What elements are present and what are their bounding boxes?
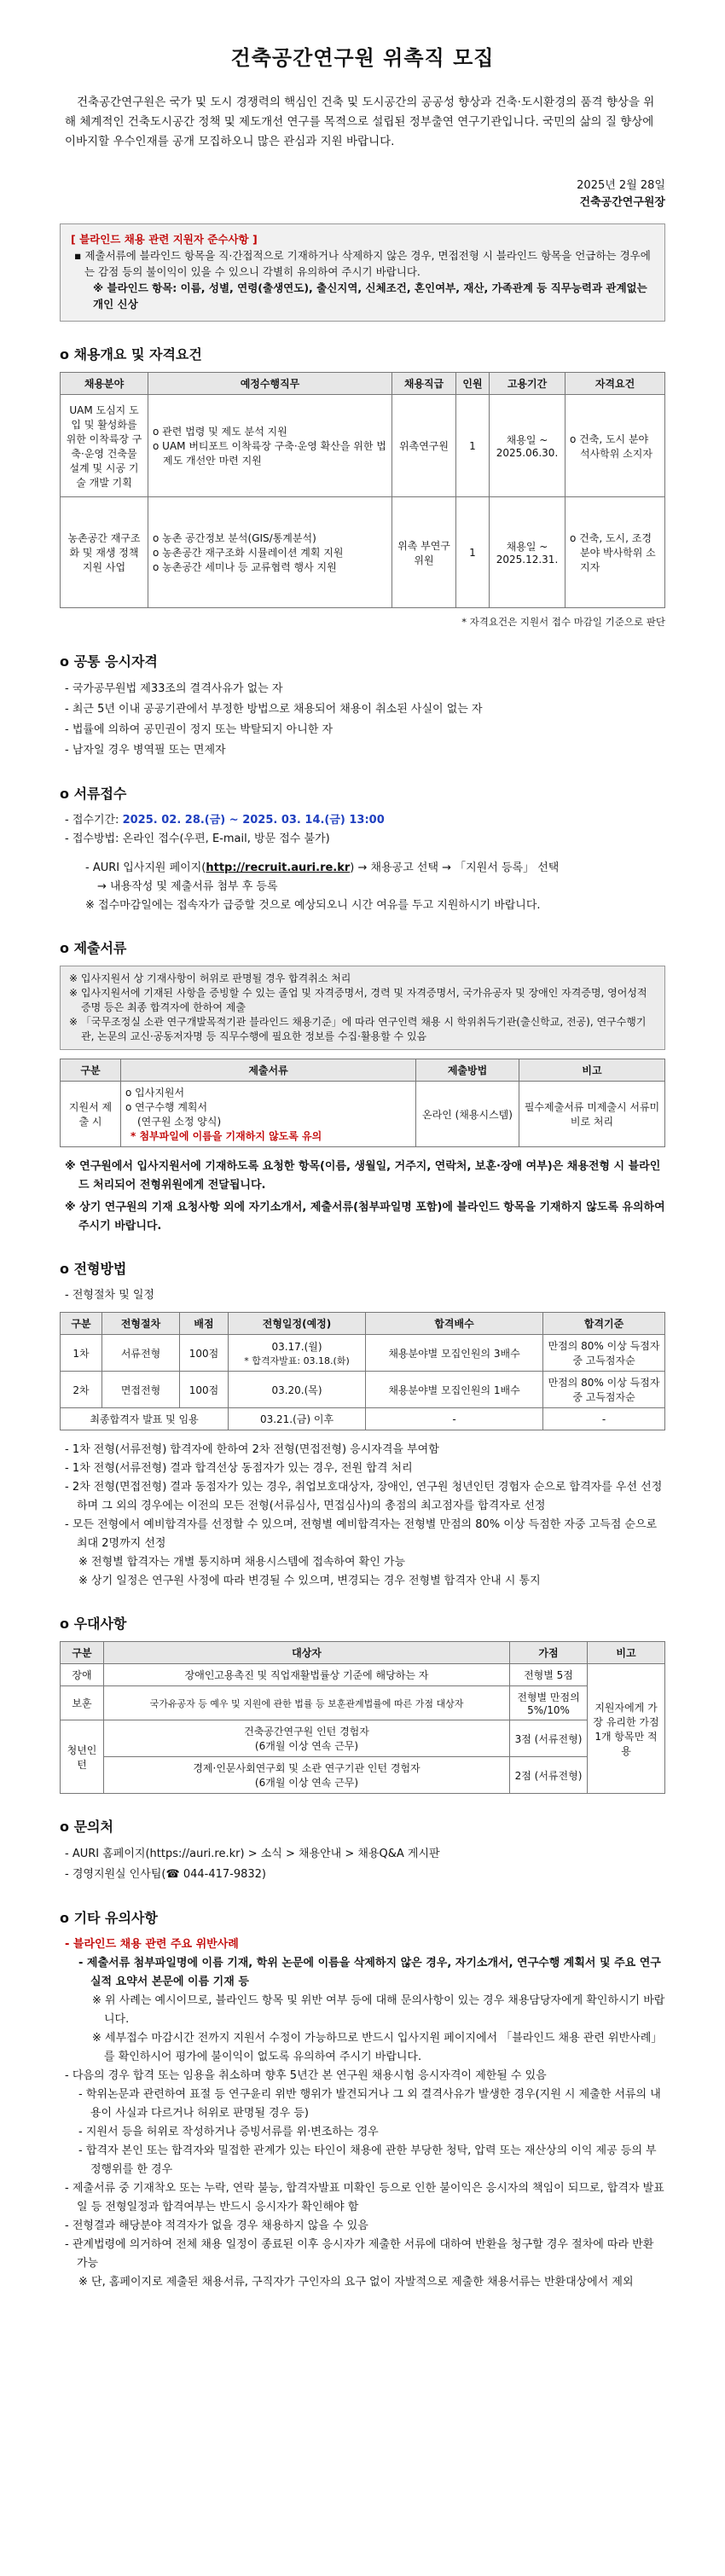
section-title-application: o 서류접수	[60, 786, 127, 802]
apply-step-text: - AURI 입사지원 페이지(	[85, 862, 206, 874]
documents-notice-box	[60, 966, 665, 1050]
section-title-common-eligibility: o 공통 응시자격	[60, 653, 158, 670]
duty-item: o 관련 법령 및 제도 분석 지원	[153, 426, 287, 438]
col-header-field: 채용분야	[61, 373, 148, 395]
col-header-target: 대상자	[104, 1642, 510, 1664]
intro-paragraph: 건축공간연구원은 국가 및 도시 경쟁력의 핵심인 건축 및 도시공간의 공공성 향상과 건축·도시환경의 품격 향상을 위해 체계적인 건축도시공간 정책 및 제도개선 연구를 목적으로 설립된 정부출연 연구기관입니다. 국민의 삶의 질 향상에 이바지할 우수인재를 공개 모집하오니 많은 관심과 지원 바랍니다.	[65, 96, 655, 148]
section-title-selection: o 전형방법	[60, 1261, 127, 1277]
cell-procedure: 면접전형	[102, 1372, 180, 1408]
cell-target	[104, 1757, 510, 1794]
sub-list-item: - 지원서 등을 허위로 작성하거나 증빙서류를 위·변조하는 경우	[78, 2126, 379, 2138]
cell-period: 채용일 ~ 2025.06.30.	[490, 395, 566, 497]
col-header-procedure: 전형절차	[102, 1313, 180, 1335]
section-title-contact: o 문의처	[60, 1819, 113, 1835]
cell-criteria: -	[543, 1408, 665, 1430]
violation-note: ※ 위 사례는 예시이므로, 블라인드 항목 및 위반 여부 등에 대해 문의사항이 있는 경우 채용담당자에게 확인하시기 바랍니다.	[92, 1994, 665, 2026]
cell-qualification	[566, 497, 665, 608]
eligibility-list	[65, 679, 665, 761]
cell-count: 1	[456, 395, 490, 497]
contact-homepage[interactable]: - AURI 홈페이지(https://auri.re.kr) > 소식 > 채용안내 > 채용Q&A 게시판	[65, 1848, 440, 1860]
target-line: (6개월 이상 연속 근무)	[254, 1740, 359, 1752]
cell-multiple: 채용분야별 모집인원의 3배수	[366, 1335, 543, 1372]
sub-list-item: - 학위논문과 관련하여 표절 등 연구윤리 위반 행위가 발견되거나 그 외 결격사유가 발생한 경우(지원 시 제출한 서류의 내용이 사실과 다르거나 허위로 판명될 경우 등)	[78, 2088, 661, 2120]
col-header-points: 가점	[510, 1642, 588, 1664]
table-row	[61, 1686, 665, 1720]
list-item: - 1차 전형(서류전형) 결과 합격선상 동점자가 있는 경우, 전원 합격 처리	[65, 1462, 413, 1475]
date-block	[60, 177, 665, 212]
blind-hiring-notice-box	[60, 223, 665, 322]
notice-line-2: ※ 블라인드 항목: 이름, 성별, 연령(출생연도), 출신지역, 신체조건, 혼인여부, 재산, 가족관계 등 직무능력과 관계없는 개인 신상	[93, 281, 647, 310]
list-item: - 제출서류 중 기재착오 또는 누락, 연락 불능, 합격자발표 미확인 등으로 인한 불이익은 응시자의 책임이 되므로, 합격자 발표일 등 전형일정과 합격여부는 반드시 응시자가 확인해야 함	[65, 2182, 664, 2213]
col-header-schedule: 전형일정(예정)	[229, 1313, 366, 1335]
blind-note-1: ※ 연구원에서 입사지원서에 기재하도록 요청한 항목(이름, 생월일, 거주지, 연락처, 보훈·장애 여부)은 채용전형 시 블라인드 처리되어 전형위원에게 전달됩니다.	[65, 1160, 661, 1192]
table-row	[61, 1372, 665, 1408]
cell-target: 국가유공자 등 예우 및 지원에 관한 법률 등 보훈관계법률에 따른 가점 대상자	[104, 1686, 510, 1720]
cell-category: 보훈	[61, 1686, 104, 1720]
cell-schedule: 03.20.(목)	[229, 1372, 366, 1408]
col-header-remark: 비고	[588, 1642, 665, 1664]
preference-table	[60, 1641, 665, 1794]
cell-target	[104, 1720, 510, 1757]
table-row	[61, 497, 665, 608]
apply-step-continued: → 내용작성 및 제출서류 첨부 후 등록	[97, 880, 278, 893]
period-value: 2025. 02. 28.(금) ~ 2025. 03. 14.(금) 13:00	[122, 814, 385, 827]
list-item: - 2차 전형(면접전형) 결과 동점자가 있는 경우, 취업보호대상자, 장애인, 연구원 청년인턴 경험자 순으로 합격자를 우선 선정하며 그 외의 경우에는 이전의 모든 전형(서류심사, 면접심사)의 총점의 최고점자를 합격자로 선정	[65, 1481, 663, 1512]
list-item: - 다음의 경우 합격 또는 임용을 취소하며 향후 5년간 본 연구원 채용시험 응시자격이 제한될 수 있음	[65, 2069, 547, 2082]
cell-category: 지원서 제출 시	[61, 1082, 121, 1147]
col-header-score: 배점	[180, 1313, 229, 1335]
table-row	[61, 1335, 665, 1372]
cell-multiple: -	[366, 1408, 543, 1430]
qualification-item: o 건축, 도시 분야 석사학위 소지자	[570, 432, 652, 460]
application-method: - 접수방법: 온라인 접수(우편, E-mail, 방문 접수 불가)	[65, 833, 330, 845]
cell-remark: 지원자에게 가장 유리한 가점 1개 항목만 적용	[588, 1664, 665, 1794]
col-header-criteria: 합격기준	[543, 1313, 665, 1335]
target-line: 건축공간연구원 인턴 경험자	[244, 1726, 369, 1738]
cell-remark: 필수제출서류 미제출시 서류미비로 처리	[519, 1082, 665, 1147]
duty-item: o 농촌공간 재구조화 시뮬레이션 계획 지원	[153, 547, 344, 559]
documents-notice-line: ※ 입사지원서 상 기재사항이 허위로 판명될 경우 합격취소 처리	[69, 972, 351, 984]
cell-final-stage: 최종합격자 발표 및 임용	[61, 1408, 229, 1430]
blind-note-2: ※ 상기 연구원의 기재 요청사항 외에 자기소개서, 제출서류(첨부파일명 포함)에 블라인드 항목을 기재하지 않도록 유의하여 주시기 바랍니다.	[65, 1201, 665, 1233]
col-header-category: 구분	[61, 1642, 104, 1664]
table-row	[61, 1720, 665, 1757]
col-header-category: 구분	[61, 1059, 121, 1082]
table-row	[61, 1082, 665, 1147]
cell-schedule: 03.21.(금) 이후	[229, 1408, 366, 1430]
documents-table	[60, 1059, 665, 1147]
recruit-link[interactable]: http://recruit.auri.re.kr	[206, 862, 351, 874]
apply-step-text: ) → 채용공고 선택 → 「지원서 등록」 선택	[350, 862, 560, 874]
cell-grade: 위촉 부연구위원	[392, 497, 456, 608]
cell-period: 채용일 ~ 2025.12.31.	[490, 497, 566, 608]
cell-target: 장애인고용촉진 및 직업재활법률상 기준에 해당하는 자	[104, 1664, 510, 1686]
qualification-item: o 건축, 도시, 조경 분야 박사학위 소지자	[570, 532, 656, 573]
auri-apply-steps	[85, 859, 665, 878]
qualification-note: * 자격요건은 지원서 접수 마감일 기준으로 판단	[461, 616, 665, 628]
period-label: - 접수기간:	[65, 814, 123, 827]
col-header-qualification: 자격요건	[566, 373, 665, 395]
selection-subtitle: - 전형절차 및 일정	[65, 1289, 154, 1302]
list-item: - 모든 전형에서 예비합격자를 선정할 수 있으며, 전형별 예비합격자는 전형별 만점의 80% 이상 득점한 자중 고득점 순으로 최대 2명까지 선정	[65, 1518, 658, 1550]
document-item-note: (연구원 소정 양식)	[137, 1116, 222, 1128]
selection-rules	[65, 1441, 665, 1591]
col-header-period: 고용기간	[490, 373, 566, 395]
col-header-multiple: 합격배수	[366, 1313, 543, 1335]
selection-table	[60, 1312, 665, 1430]
section-title-preferences: o 우대사항	[60, 1616, 127, 1632]
cell-multiple: 채용분야별 모집인원의 1배수	[366, 1372, 543, 1408]
cell-qualification	[566, 395, 665, 497]
table-row	[61, 1757, 665, 1794]
cell-criteria: 만점의 80% 이상 득점자 중 고득점자순	[543, 1335, 665, 1372]
deadline-note: ※ 접수마감일에는 접속자가 급증할 것으로 예상되오니 시간 여유를 두고 지원하시기 바랍니다.	[85, 899, 541, 912]
cell-count: 1	[456, 497, 490, 608]
cell-duty	[148, 497, 392, 608]
col-header-duty: 예정수행직무	[148, 373, 392, 395]
list-item: - 1차 전형(서류전형) 합격자에 한하여 2차 전형(면접전형) 응시자격을 부여함	[65, 1443, 439, 1456]
cell-points: 전형별 5점	[510, 1664, 588, 1686]
table-row	[61, 1408, 665, 1430]
other-notes	[65, 1935, 665, 2292]
list-item: - 전형결과 해당분야 적격자가 없을 경우 채용하지 않을 수 있음	[65, 2219, 368, 2232]
cell-field: 농촌공간 재구조화 및 재생 정책 지원 사업	[61, 497, 148, 608]
cell-stage: 1차	[61, 1335, 102, 1372]
target-line: 경제·인문사회연구회 및 소관 연구기관 인턴 경험자	[193, 1762, 420, 1774]
cell-schedule	[229, 1335, 366, 1372]
schedule-date: 03.17.(월)	[271, 1340, 322, 1353]
list-item: - 국가공무원법 제33조의 결격사유가 없는 자	[65, 682, 283, 695]
notice-heading: [ 블라인드 채용 관련 지원자 준수사항 ]	[71, 233, 258, 246]
cell-category: 장애	[61, 1664, 104, 1686]
duty-item: o 농촌 공간정보 분석(GIS/통계분석)	[153, 532, 316, 544]
duty-item: o 농촌공간 세미나 등 교류협력 행사 지원	[153, 561, 337, 573]
violation-example: - 제출서류 첨부파일명에 이름 기재, 학위 논문에 이름을 삭제하지 않은 경우, 자기소개서, 연구수행 계획서 및 주요 연구실적 요약서 본문에 이름 기재 등	[78, 1957, 661, 1988]
document-item: o 입사지원서	[125, 1087, 185, 1099]
issuer-name: 건축공간연구원장	[579, 196, 665, 209]
duty-item: o UAM 버티포트 이착륙장 구축·운영 확산을 위한 법제도 개선안 마련 지원	[153, 440, 386, 467]
cell-score: 100점	[180, 1372, 229, 1408]
contact-phone: - 경영지원실 인사팀(☎ 044-417-9832)	[65, 1868, 266, 1881]
page-title: 건축공간연구원 위촉직 모집	[230, 46, 495, 70]
col-header-documents: 제출서류	[121, 1059, 416, 1082]
notice-line-1: ▪ 제출서류에 블라인드 항목을 직·간접적으로 기재하거나 삭제하지 않은 경우, 면접전형 시 블라인드 항목을 언급하는 경우에는 감점 등의 불이익이 있을 수 있으니 각별히 유의하여 주시기 바랍니다.	[74, 249, 651, 278]
section-title-overview: o 채용개요 및 자격요건	[60, 346, 202, 363]
list-item: - 최근 5년 이내 공공기관에서 부정한 방법으로 채용되어 채용이 취소된 사실이 없는 자	[65, 703, 483, 716]
contact-list	[65, 1844, 665, 1885]
notice-date: 2025년 2월 28일	[577, 179, 665, 192]
cell-points: 2점 (서류전형)	[510, 1757, 588, 1794]
cell-score: 100점	[180, 1335, 229, 1372]
violation-heading: - 블라인드 채용 관련 주요 위반사례	[65, 1938, 239, 1951]
sub-list-item: - 합격자 본인 또는 합격자와 밀접한 관계가 있는 타인이 채용에 관한 부당한 청탁, 압력 또는 재산상의 이익 제공 등의 부정행위를 한 경우	[78, 2144, 657, 2176]
target-line: (6개월 이상 연속 근무)	[254, 1777, 359, 1789]
cell-stage: 2차	[61, 1372, 102, 1408]
cell-procedure: 서류전형	[102, 1335, 180, 1372]
list-note: ※ 상기 일정은 연구원 사정에 따라 변경될 수 있으며, 변경되는 경우 전형별 합격자 안내 시 통지	[78, 1575, 541, 1587]
documents-notice-line: ※ 「국무조정실 소관 연구개발목적기관 블라인드 채용기준」에 따라 연구인력 채용 시 학위취득기관(출신학교, 전공), 연구수행기관, 논문의 교신·공동저자명 등 직무수행에 필요한 정보를 수집·활용할 수 있음	[69, 1016, 647, 1042]
cell-criteria: 만점의 80% 이상 득점자 중 고득점자순	[543, 1372, 665, 1408]
section-title-documents: o 제출서류	[60, 940, 127, 956]
cell-field: UAM 도심지 도입 및 활성화를 위한 이착륙장 구축·운영 건축물 설계 및 시공 기술 개발 기획	[61, 395, 148, 497]
cell-points: 3점 (서류전형)	[510, 1720, 588, 1757]
table-row	[61, 395, 665, 497]
cell-category: 청년인턴	[61, 1720, 104, 1794]
list-note: ※ 단, 홈페이지로 제출된 채용서류, 구직자가 구인자의 요구 없이 자발적으로 제출한 채용서류는 반환대상에서 제외	[78, 2276, 634, 2289]
list-item: - 법률에 의하여 공민권이 정지 또는 박탈되지 아니한 자	[65, 723, 334, 736]
documents-notice-line: ※ 입사지원서에 기재된 사항을 증빙할 수 있는 졸업 및 자격증명서, 경력 및 자격증명서, 국가유공자 및 장애인 자격증명, 영어성적증명 등은 최종 합격자에 한하여 제출	[69, 987, 647, 1013]
col-header-count: 인원	[456, 373, 490, 395]
cell-duty	[148, 395, 392, 497]
section-title-other-notes: o 기타 유의사항	[60, 1910, 158, 1926]
cell-grade: 위촉연구원	[392, 395, 456, 497]
cell-method: 온라인 (채용시스템)	[416, 1082, 519, 1147]
list-item: - 남자일 경우 병역필 또는 면제자	[65, 744, 226, 757]
table-row	[61, 1664, 665, 1686]
position-table	[60, 372, 665, 608]
cell-points: 전형별 만점의 5%/10%	[510, 1686, 588, 1720]
application-period	[65, 811, 665, 830]
col-header-stage: 구분	[61, 1313, 102, 1335]
col-header-grade: 채용직급	[392, 373, 456, 395]
schedule-announce: * 합격자발표: 03.18.(화)	[244, 1355, 350, 1366]
list-item: - 관계법령에 의거하여 전체 채용 일정이 종료된 이후 응시자가 제출한 서류에 대하여 반환을 청구할 경우 절차에 따라 반환 가능	[65, 2238, 654, 2270]
document-item: o 연구수행 계획서	[125, 1101, 208, 1113]
violation-note: ※ 세부접수 마감시간 전까지 지원서 수정이 가능하므로 반드시 입사지원 페이지에서 「블라인드 채용 관련 위반사례」를 확인하시어 평가에 불이익이 없도록 유의하여 주시기 바랍니다.	[92, 2032, 663, 2063]
cell-documents	[121, 1082, 416, 1147]
attachment-warning: * 첨부파일에 이름을 기재하지 않도록 유의	[130, 1130, 322, 1142]
list-note: ※ 전형별 합격자는 개별 통지하며 채용시스템에 접속하여 확인 가능	[78, 1556, 406, 1569]
col-header-remark: 비고	[519, 1059, 665, 1082]
col-header-method: 제출방법	[416, 1059, 519, 1082]
